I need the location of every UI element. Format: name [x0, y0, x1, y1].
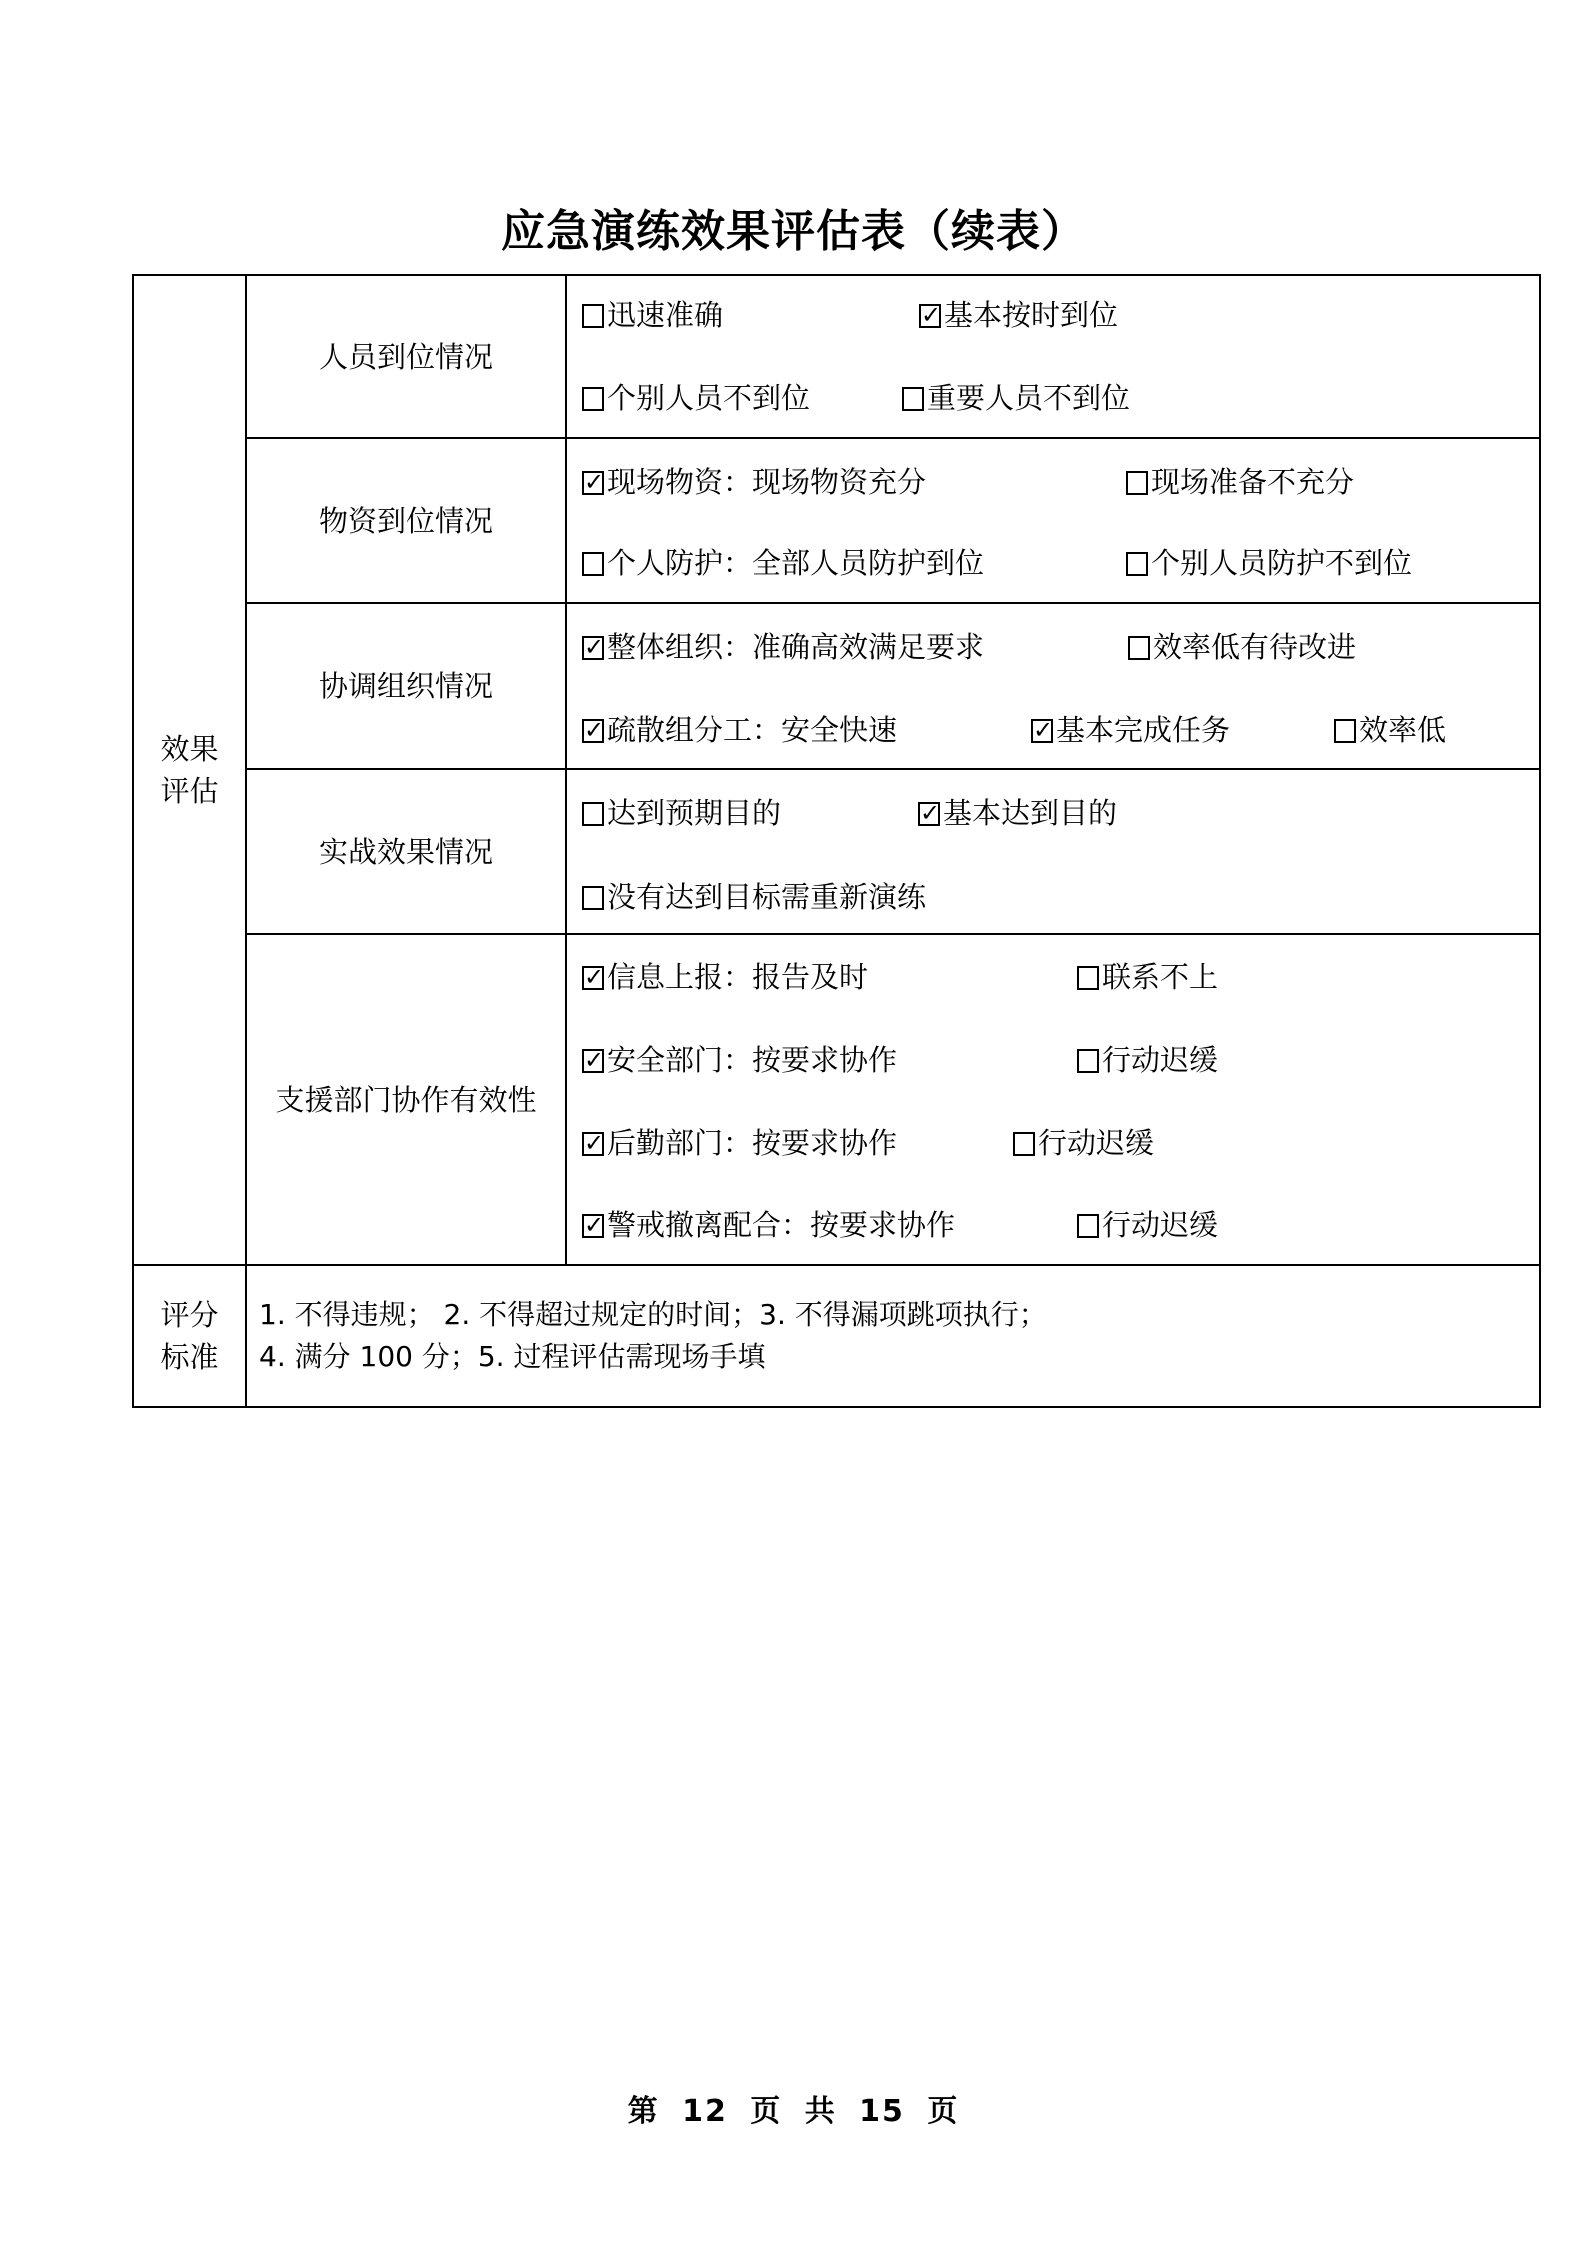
option-label: 行动迟缓 — [1102, 1208, 1219, 1242]
option-checkbox[interactable] — [1077, 1042, 1218, 1078]
option-label: 整体组织：准确高效满足要求 — [607, 630, 985, 664]
checkbox-checked-icon[interactable]: ✓ — [584, 716, 605, 744]
option-label: 个人防护：全部人员防护到位 — [607, 546, 985, 580]
scoring-label-line-1: 评分 — [160, 1298, 219, 1332]
option-label: 效率低 — [1359, 713, 1447, 747]
option-checkbox[interactable] — [919, 297, 1118, 333]
option-checkbox[interactable] — [582, 629, 984, 665]
row-label-effectiveness: 实战效果情况 — [318, 834, 493, 869]
checkbox-unchecked-icon[interactable] — [1334, 719, 1356, 743]
checkbox-unchecked-icon[interactable] — [1013, 1132, 1035, 1156]
checkbox-unchecked-icon[interactable] — [1077, 1049, 1099, 1073]
checkbox-checked-icon[interactable]: ✓ — [921, 301, 942, 329]
option-label: 现场物资：现场物资充分 — [607, 465, 927, 499]
checkbox-unchecked-icon[interactable] — [582, 304, 604, 328]
scoring-label-line-2: 标准 — [160, 1340, 219, 1374]
option-checkbox[interactable] — [582, 959, 868, 995]
checkbox-checked-icon[interactable]: ✓ — [584, 1046, 605, 1074]
checkbox-unchecked-icon[interactable] — [1126, 552, 1148, 576]
option-label: 现场准备不充分 — [1151, 465, 1355, 499]
option-label: 行动迟缓 — [1038, 1126, 1155, 1160]
option-checkbox[interactable] — [902, 380, 1130, 416]
scoring-label — [134, 1266, 245, 1406]
option-label: 个别人员不到位 — [607, 381, 811, 415]
option-checkbox[interactable] — [582, 545, 984, 581]
row-label-support: 支援部门协作有效性 — [275, 1082, 537, 1117]
checkbox-checked-icon[interactable]: ✓ — [584, 1211, 605, 1239]
option-label: 重要人员不到位 — [927, 381, 1131, 415]
checkbox-unchecked-icon[interactable] — [582, 552, 604, 576]
checkbox-unchecked-icon[interactable] — [1077, 1214, 1099, 1238]
option-label: 基本按时到位 — [944, 298, 1119, 332]
checkbox-unchecked-icon[interactable] — [582, 802, 604, 826]
option-label: 疏散组分工：安全快速 — [607, 713, 898, 747]
option-label: 迅速准确 — [607, 298, 724, 332]
checkbox-checked-icon[interactable]: ✓ — [584, 468, 605, 496]
option-checkbox[interactable] — [582, 297, 723, 333]
option-label: 基本达到目的 — [943, 796, 1118, 830]
scoring-criteria-line-2: 4. 满分 100 分；5. 过程评估需现场手填 — [259, 1340, 766, 1373]
option-checkbox[interactable] — [1031, 712, 1230, 748]
option-label: 联系不上 — [1102, 960, 1219, 994]
checkbox-unchecked-icon[interactable] — [1128, 636, 1150, 660]
checkbox-checked-icon[interactable]: ✓ — [584, 633, 605, 661]
checkbox-unchecked-icon[interactable] — [582, 886, 604, 910]
option-label: 信息上报：报告及时 — [607, 960, 869, 994]
option-checkbox[interactable] — [1126, 545, 1412, 581]
option-label: 没有达到目标需重新演练 — [607, 880, 927, 914]
checkbox-unchecked-icon[interactable] — [582, 387, 604, 411]
checkbox-checked-icon[interactable]: ✓ — [1033, 716, 1054, 744]
option-label: 基本完成任务 — [1056, 713, 1231, 747]
option-label: 后勤部门：按要求协作 — [607, 1126, 898, 1160]
section-label-line-2: 评估 — [160, 774, 219, 808]
option-checkbox[interactable] — [582, 464, 926, 500]
row-divider-5 — [132, 1264, 1541, 1266]
option-checkbox[interactable] — [918, 795, 1117, 831]
option-checkbox[interactable] — [582, 1207, 955, 1243]
column-divider-2 — [565, 274, 567, 1266]
option-checkbox[interactable] — [1126, 464, 1354, 500]
checkbox-checked-icon[interactable]: ✓ — [584, 1129, 605, 1157]
section-label — [134, 276, 245, 1264]
option-checkbox[interactable] — [582, 712, 897, 748]
option-checkbox[interactable] — [582, 1042, 897, 1078]
option-label: 行动迟缓 — [1102, 1043, 1219, 1077]
option-label: 警戒撤离配合：按要求协作 — [607, 1208, 956, 1242]
checkbox-checked-icon[interactable]: ✓ — [584, 963, 605, 991]
option-label: 安全部门：按要求协作 — [607, 1043, 898, 1077]
checkbox-unchecked-icon[interactable] — [1126, 471, 1148, 495]
option-checkbox[interactable] — [1128, 629, 1356, 665]
option-checkbox[interactable] — [582, 795, 781, 831]
row-label-coordination: 协调组织情况 — [318, 669, 493, 703]
option-label: 达到预期目的 — [607, 796, 782, 830]
option-label: 效率低有待改进 — [1153, 630, 1357, 664]
scoring-criteria-line-1: 1. 不得违规； 2. 不得超过规定的时间；3. 不得漏项跳项执行； — [259, 1298, 1047, 1331]
option-checkbox[interactable] — [1334, 712, 1446, 748]
option-checkbox[interactable] — [1013, 1125, 1154, 1161]
checkbox-checked-icon[interactable]: ✓ — [920, 799, 941, 827]
checkbox-unchecked-icon[interactable] — [902, 387, 924, 411]
page-number: 第 12 页 共 15 页 — [627, 2094, 960, 2129]
checkbox-unchecked-icon[interactable] — [1077, 966, 1099, 990]
option-checkbox[interactable] — [582, 879, 926, 915]
option-label: 个别人员防护不到位 — [1151, 546, 1413, 580]
option-checkbox[interactable] — [1077, 1207, 1218, 1243]
option-checkbox[interactable] — [1077, 959, 1218, 995]
option-checkbox[interactable] — [582, 380, 810, 416]
option-checkbox[interactable] — [582, 1125, 897, 1161]
section-label-line-1: 效果 — [160, 732, 219, 766]
row-label-materials: 物资到位情况 — [318, 503, 493, 538]
page-title: 应急演练效果评估表（续表） — [501, 206, 1086, 257]
row-label-personnel: 人员到位情况 — [318, 339, 493, 374]
